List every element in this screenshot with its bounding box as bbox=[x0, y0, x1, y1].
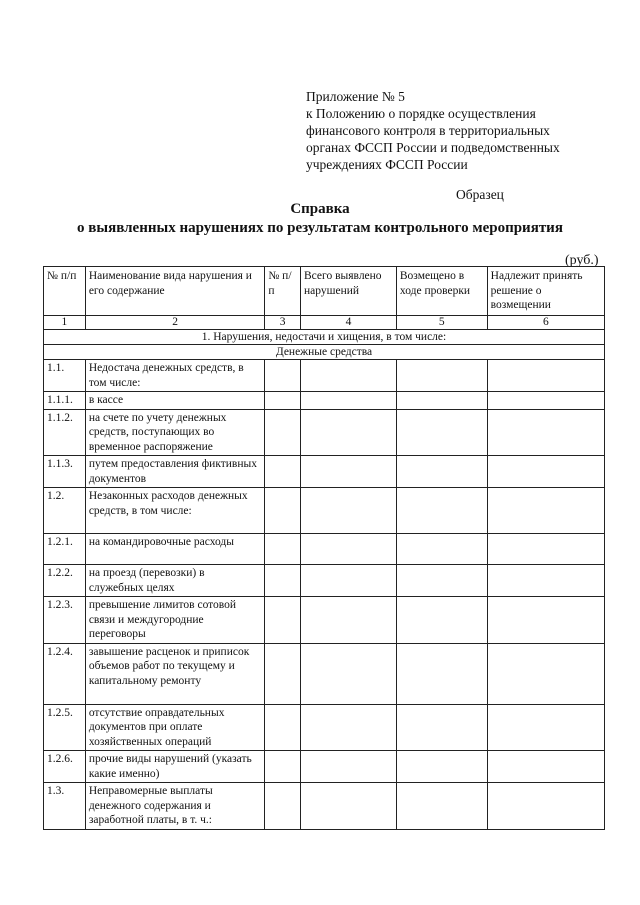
row-number: 1.1. bbox=[44, 360, 86, 392]
header-to-decide: Надлежит принять решение о возмещении bbox=[487, 267, 604, 316]
section-row bbox=[44, 330, 605, 345]
row-cell-num bbox=[265, 360, 301, 392]
row-cell-refunded bbox=[396, 751, 487, 783]
row-number: 1.2.2. bbox=[44, 565, 86, 597]
row-number: 1.2.1. bbox=[44, 534, 86, 565]
row-number: 1.2.6. bbox=[44, 751, 86, 783]
table-row bbox=[44, 360, 605, 392]
row-cell-num bbox=[265, 488, 301, 534]
row-cell-total bbox=[301, 565, 397, 597]
row-cell-num bbox=[265, 392, 301, 410]
appendix-header bbox=[306, 88, 626, 173]
row-cell-total bbox=[301, 534, 397, 565]
row-cell-num bbox=[265, 456, 301, 488]
table-row bbox=[44, 488, 605, 534]
index-cell: 3 bbox=[265, 316, 301, 330]
row-cell-to-decide bbox=[487, 534, 604, 565]
header-num: № п/п bbox=[44, 267, 86, 316]
index-cell: 2 bbox=[85, 316, 265, 330]
row-violation-name: Неправомерные выплаты денежного содержания и заработной платы, в т. ч.: bbox=[85, 783, 265, 830]
row-cell-num bbox=[265, 783, 301, 830]
row-cell-to-decide bbox=[487, 643, 604, 704]
row-cell-refunded bbox=[396, 704, 487, 751]
header-num-2: № п/п bbox=[265, 267, 301, 316]
row-cell-to-decide bbox=[487, 783, 604, 830]
row-violation-name: в кассе bbox=[85, 392, 265, 410]
table-row bbox=[44, 534, 605, 565]
row-cell-refunded bbox=[396, 783, 487, 830]
index-cell: 1 bbox=[44, 316, 86, 330]
row-cell-total bbox=[301, 783, 397, 830]
column-index-row bbox=[44, 316, 605, 330]
table-row bbox=[44, 597, 605, 644]
index-cell: 4 bbox=[301, 316, 397, 330]
appendix-line: органах ФССП России и подведомственных bbox=[306, 140, 560, 155]
row-cell-to-decide bbox=[487, 751, 604, 783]
row-cell-total bbox=[301, 704, 397, 751]
table-row bbox=[44, 643, 605, 704]
violations-table bbox=[43, 266, 605, 830]
row-cell-refunded bbox=[396, 534, 487, 565]
row-cell-num bbox=[265, 597, 301, 644]
row-cell-to-decide bbox=[487, 409, 604, 456]
row-cell-refunded bbox=[396, 456, 487, 488]
row-number: 1.2.5. bbox=[44, 704, 86, 751]
row-cell-to-decide bbox=[487, 565, 604, 597]
appendix-line: к Положению о порядке осуществления bbox=[306, 106, 536, 121]
row-violation-name: завышение расценок и приписок объемов работ по текущему и капитальному ремонту bbox=[85, 643, 265, 704]
row-number: 1.2.4. bbox=[44, 643, 86, 704]
row-cell-num bbox=[265, 409, 301, 456]
index-cell: 6 bbox=[487, 316, 604, 330]
table-row bbox=[44, 565, 605, 597]
table-row bbox=[44, 751, 605, 783]
row-violation-name: на проезд (перевозки) в служебных целях bbox=[85, 565, 265, 597]
row-cell-num bbox=[265, 534, 301, 565]
row-cell-refunded bbox=[396, 565, 487, 597]
row-cell-total bbox=[301, 409, 397, 456]
row-cell-refunded bbox=[396, 392, 487, 410]
row-number: 1.2. bbox=[44, 488, 86, 534]
sample-label: Образец bbox=[456, 187, 504, 202]
row-number: 1.1.1. bbox=[44, 392, 86, 410]
row-cell-num bbox=[265, 643, 301, 704]
subsection-title: Денежные средства bbox=[44, 345, 605, 360]
table-header-row bbox=[44, 267, 605, 316]
row-violation-name: отсутствие оправдательных документов при оплате хозяйственных операций bbox=[85, 704, 265, 751]
table-row bbox=[44, 409, 605, 456]
appendix-line: Приложение № 5 bbox=[306, 89, 405, 104]
row-violation-name: прочие виды нарушений (указать какие именно) bbox=[85, 751, 265, 783]
appendix-line: финансового контроля в территориальных bbox=[306, 123, 550, 138]
row-cell-to-decide bbox=[487, 392, 604, 410]
row-cell-total bbox=[301, 597, 397, 644]
row-cell-refunded bbox=[396, 643, 487, 704]
row-number: 1.1.2. bbox=[44, 409, 86, 456]
row-cell-total bbox=[301, 643, 397, 704]
row-cell-to-decide bbox=[487, 488, 604, 534]
row-cell-num bbox=[265, 704, 301, 751]
subsection-row bbox=[44, 345, 605, 360]
index-cell: 5 bbox=[396, 316, 487, 330]
header-violation-name: Наименование вида нарушения и его содержание bbox=[85, 267, 265, 316]
row-cell-to-decide bbox=[487, 456, 604, 488]
row-number: 1.2.3. bbox=[44, 597, 86, 644]
row-violation-name: превышение лимитов сотовой связи и междугородние переговоры bbox=[85, 597, 265, 644]
table-row bbox=[44, 783, 605, 830]
row-cell-to-decide bbox=[487, 704, 604, 751]
row-cell-to-decide bbox=[487, 597, 604, 644]
header-refunded: Возмещено в ходе проверки bbox=[396, 267, 487, 316]
table-row bbox=[44, 704, 605, 751]
row-violation-name: на счете по учету денежных средств, поступающих во временное распоряжение bbox=[85, 409, 265, 456]
row-cell-refunded bbox=[396, 360, 487, 392]
appendix-line: учреждениях ФССП России bbox=[306, 157, 468, 172]
title-line-2: о выявленных нарушениях по результатам контрольного мероприятия bbox=[77, 220, 563, 236]
row-cell-total bbox=[301, 392, 397, 410]
table-row bbox=[44, 392, 605, 410]
header-total: Всего выявлено нарушений bbox=[301, 267, 397, 316]
row-number: 1.3. bbox=[44, 783, 86, 830]
row-cell-total bbox=[301, 751, 397, 783]
unit-label: (руб.) bbox=[565, 253, 599, 268]
row-violation-name: путем предоставления фиктивных документов bbox=[85, 456, 265, 488]
table-row bbox=[44, 456, 605, 488]
row-cell-total bbox=[301, 360, 397, 392]
row-violation-name: Недостача денежных средств, в том числе: bbox=[85, 360, 265, 392]
row-violation-name: на командировочные расходы bbox=[85, 534, 265, 565]
row-cell-to-decide bbox=[487, 360, 604, 392]
row-cell-total bbox=[301, 456, 397, 488]
row-violation-name: Незаконных расходов денежных средств, в том числе: bbox=[85, 488, 265, 534]
row-number: 1.1.3. bbox=[44, 456, 86, 488]
row-cell-num bbox=[265, 751, 301, 783]
row-cell-num bbox=[265, 565, 301, 597]
row-cell-refunded bbox=[396, 597, 487, 644]
row-cell-total bbox=[301, 488, 397, 534]
section-title: 1. Нарушения, недостачи и хищения, в том числе: bbox=[44, 330, 605, 345]
row-cell-refunded bbox=[396, 409, 487, 456]
title-line-1: Справка bbox=[290, 201, 350, 217]
row-cell-refunded bbox=[396, 488, 487, 534]
